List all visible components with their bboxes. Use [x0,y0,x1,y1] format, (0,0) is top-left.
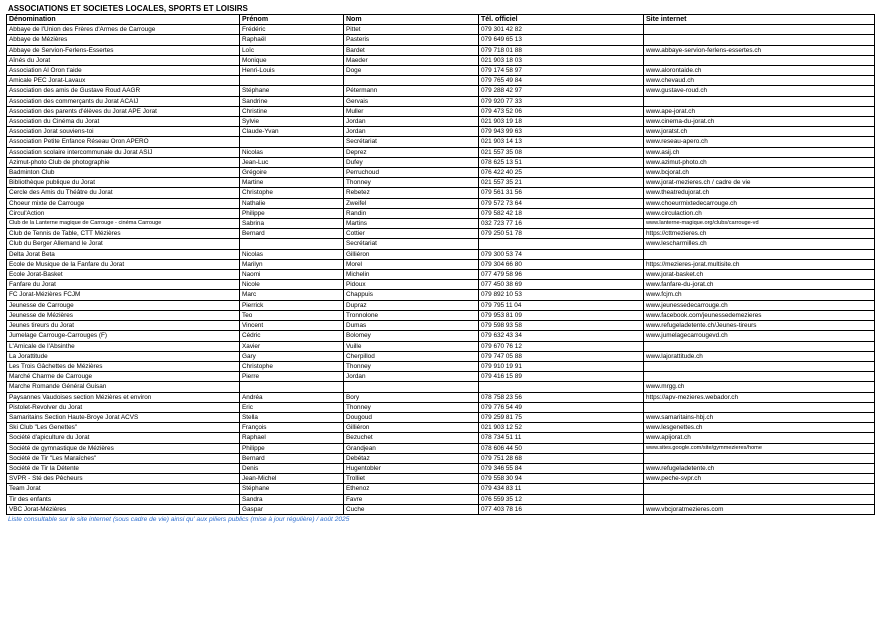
cell-denomination: Bibliothèque publique du Jorat [7,178,240,188]
cell-telephone: 077 479 58 96 [479,270,644,280]
cell-telephone: 021 903 18 03 [479,55,644,65]
associations-table [6,14,875,515]
cell-site-internet: www.samaritains-hbj.ch [644,412,875,422]
cell-site-internet: www.ape-jorat.ch [644,106,875,116]
cell-site-internet: www.asij.ch [644,147,875,157]
cell-telephone [479,239,644,249]
cell-telephone: 079 473 52 06 [479,106,644,116]
cell-site-internet: www.theatredujorat.ch [644,188,875,198]
table-row [7,259,875,269]
cell-telephone: 079 795 11 04 [479,300,644,310]
cell-prenom: Andréa [240,392,344,402]
cell-denomination: FC Jorat-Mézières FCJM [7,290,240,300]
table-row [7,453,875,463]
cell-denomination: Club de Tennis de Table, CTT Mézières [7,229,240,239]
cell-nom: Rebetez [344,188,479,198]
cell-denomination: Ecole Jorat-Basket [7,270,240,280]
cell-telephone: 076 422 40 25 [479,168,644,178]
cell-telephone: 078 625 13 51 [479,157,644,167]
cell-denomination: Cercle des Amis du Théâtre du Jorat [7,188,240,198]
cell-denomination: Amicale PEC Jorat-Lavaux [7,76,240,86]
cell-site-internet [644,494,875,504]
cell-nom: Secrétariat [344,239,479,249]
table-row [7,341,875,351]
cell-nom: Favre [344,494,479,504]
cell-nom: Pidoux [344,280,479,290]
cell-telephone: 021 557 35 08 [479,147,644,157]
cell-telephone: 021 903 14 13 [479,137,644,147]
table-row [7,321,875,331]
cell-site-internet: https://apv-mezieres.webador.ch [644,392,875,402]
cell-denomination: Association Jorat souviens-toi [7,127,240,137]
cell-site-internet [644,35,875,45]
cell-nom: Perruchoud [344,168,479,178]
cell-telephone: 079 259 81 75 [479,412,644,422]
cell-prenom: Bernard [240,229,344,239]
cell-site-internet [644,341,875,351]
table-row [7,372,875,382]
cell-prenom: Stella [240,412,344,422]
cell-nom: Maeder [344,55,479,65]
cell-site-internet: www.alorontaide.ch [644,66,875,76]
table-row [7,504,875,514]
cell-nom: Pittet [344,25,479,35]
table-row [7,157,875,167]
table-row [7,382,875,392]
cell-denomination: Association des parents d'élèves du Jorat APE Jorat [7,106,240,116]
cell-telephone: 032 723 77 16 [479,219,644,229]
table-header-row [7,15,875,25]
cell-denomination: Club de la Lanterne magique de Carrouge - cinéma Carrouge [7,219,240,229]
cell-telephone: 077 450 38 69 [479,280,644,290]
table-row [7,392,875,402]
cell-prenom: Jean-Michel [240,474,344,484]
cell-prenom: Stéphane [240,484,344,494]
cell-telephone: 079 561 31 56 [479,188,644,198]
cell-prenom: Raphael [240,433,344,443]
cell-prenom: Grégoire [240,168,344,178]
cell-nom: Bardet [344,45,479,55]
table-row [7,300,875,310]
cell-nom: Thonney [344,178,479,188]
cell-nom: Ethenoz [344,484,479,494]
cell-nom: Dougoud [344,412,479,422]
cell-site-internet: www.abbaye-servion-ferlens-essertes.ch [644,45,875,55]
cell-site-internet: www.peche-svpr.ch [644,474,875,484]
cell-telephone: 079 346 55 84 [479,463,644,473]
cell-prenom: Nicole [240,280,344,290]
cell-denomination: Paysannes Vaudoises section Mézières et environ [7,392,240,402]
cell-nom: Michelin [344,270,479,280]
cell-denomination: Association du Cinéma du Jorat [7,117,240,127]
cell-nom: Grandjean [344,443,479,453]
cell-site-internet [644,453,875,463]
cell-prenom: Philippe [240,208,344,218]
cell-site-internet: www.reseau-apero.ch [644,137,875,147]
cell-site-internet: www.lescharmilles.ch [644,239,875,249]
cell-denomination: Club du Berger Allemand le Jorat [7,239,240,249]
cell-nom: Chappuis [344,290,479,300]
cell-nom: Jordan [344,117,479,127]
cell-prenom: Martine [240,178,344,188]
cell-telephone: 079 632 43 34 [479,331,644,341]
table-row [7,412,875,422]
cell-nom: Morel [344,259,479,269]
table-row [7,137,875,147]
cell-telephone: 079 751 28 68 [479,453,644,463]
cell-site-internet: www.jorat-mezieres.ch / cadre de vie [644,178,875,188]
cell-prenom: Cédric [240,331,344,341]
cell-denomination: Abbaye de l'Union des Frères d'Armes de Carrouge [7,25,240,35]
cell-telephone: 021 903 12 52 [479,423,644,433]
table-row [7,198,875,208]
cell-nom: Secrétariat [344,137,479,147]
cell-site-internet: www.jumelagecarrougevd.ch [644,331,875,341]
footer-note: Liste consultable sur le site internet (sous cadre de vie) ainsi qu' aux piliers publics (mise à jour régulière) / août 2025 [8,515,350,523]
cell-telephone: 079 416 15 89 [479,372,644,382]
table-row [7,229,875,239]
table-row [7,127,875,137]
table-row [7,423,875,433]
cell-denomination: Ecole de Musique de la Fanfare du Jorat [7,259,240,269]
cell-denomination: SVPR - Sté des Pêcheurs [7,474,240,484]
cell-denomination: Team Jorat [7,484,240,494]
cell-denomination: Association Petite Enfance Réseau Oron APERO [7,137,240,147]
cell-nom: Dufey [344,157,479,167]
cell-telephone: 078 734 51 11 [479,433,644,443]
table-row [7,76,875,86]
cell-denomination: Marché Charme de Carrouge [7,372,240,382]
table-row [7,249,875,259]
cell-denomination: Badminton Club [7,168,240,178]
cell-nom: Dumas [344,321,479,331]
cell-nom: Gilliéron [344,249,479,259]
cell-prenom: Pierre [240,372,344,382]
cell-denomination: VBC Jorat-Mézières [7,504,240,514]
cell-prenom: Pierrick [240,300,344,310]
cell-prenom: Sandra [240,494,344,504]
cell-telephone: 079 718 01 88 [479,45,644,55]
cell-site-internet: www.cinema-du-jorat.ch [644,117,875,127]
cell-prenom: Nathalie [240,198,344,208]
cell-site-internet: www.jorat-basket.ch [644,270,875,280]
table-row [7,484,875,494]
cell-telephone: 078 606 44 50 [479,443,644,453]
cell-site-internet: www.gustave-roud.ch [644,86,875,96]
document-sheet [6,4,874,525]
cell-site-internet [644,402,875,412]
cell-prenom: Monique [240,55,344,65]
table-row [7,494,875,504]
cell-denomination: Association Al Oron t'aide [7,66,240,76]
table-row [7,117,875,127]
cell-nom: Thonney [344,402,479,412]
cell-nom: Dupraz [344,300,479,310]
cell-telephone: 079 434 83 11 [479,484,644,494]
cell-denomination: Association des amis de Gustave Roud AAGR [7,86,240,96]
cell-denomination: Pistolet-Revolver du Jorat [7,402,240,412]
cell-site-internet [644,96,875,106]
cell-denomination: Jumelage Carrouge-Carrouges (F) [7,331,240,341]
cell-nom: Zweifel [344,198,479,208]
table-row [7,433,875,443]
cell-nom: Gilliéron [344,423,479,433]
cell-denomination: Ski Club "Les Genettes" [7,423,240,433]
cell-site-internet: www.sites.google.com/site/gymmezieres/home [644,443,875,453]
cell-prenom: Xavier [240,341,344,351]
cell-telephone: 079 304 66 80 [479,259,644,269]
cell-denomination: Association scolaire intercommunale du Jorat ASIJ [7,147,240,157]
cell-telephone: 079 920 77 33 [479,96,644,106]
cell-prenom: Philippe [240,443,344,453]
cell-denomination: Société de Tir la Détente [7,463,240,473]
cell-prenom [240,382,344,392]
cell-prenom [240,76,344,86]
cell-site-internet: https://mezieres-jorat.multisite.ch [644,259,875,269]
cell-site-internet: https://cttmezieres.ch [644,229,875,239]
cell-denomination: Société de Tir "Les Maraîches" [7,453,240,463]
cell-denomination: La Jorattitude [7,351,240,361]
cell-nom: Cottier [344,229,479,239]
cell-site-internet: www.jeunessedecarrouge.ch [644,300,875,310]
cell-prenom: Sabrina [240,219,344,229]
cell-denomination: Circul'Action [7,208,240,218]
cell-prenom: Raphaël [240,35,344,45]
cell-denomination: Choeur mixte de Carrouge [7,198,240,208]
cell-prenom: Eric [240,402,344,412]
cell-site-internet: www.fanfare-du-jorat.ch [644,280,875,290]
cell-prenom: Sandrine [240,96,344,106]
cell-nom: Tronnolone [344,310,479,320]
cell-site-internet: www.lajorattitude.ch [644,351,875,361]
cell-prenom: Sylvie [240,117,344,127]
column-header-telephone: Tél. officiel [479,15,644,25]
cell-nom: Deprez [344,147,479,157]
table-row [7,188,875,198]
cell-denomination: Tir des enfants [7,494,240,504]
table-row [7,290,875,300]
cell-site-internet [644,55,875,65]
cell-nom: Jordan [344,127,479,137]
cell-prenom: Jean-Luc [240,157,344,167]
table-row [7,239,875,249]
table-row [7,106,875,116]
cell-site-internet: www.joratst.ch [644,127,875,137]
cell-nom [344,382,479,392]
table-row [7,310,875,320]
cell-prenom: Marilyn [240,259,344,269]
cell-nom: Debétaz [344,453,479,463]
cell-telephone: 079 572 73 64 [479,198,644,208]
cell-prenom: Vincent [240,321,344,331]
cell-telephone: 078 758 23 56 [479,392,644,402]
table-row [7,66,875,76]
cell-nom: Martins [344,219,479,229]
cell-telephone: 079 943 99 63 [479,127,644,137]
cell-nom: Bory [344,392,479,402]
cell-prenom: Loïc [240,45,344,55]
cell-denomination: Aînés du Jorat [7,55,240,65]
cell-telephone: 079 649 65 13 [479,35,644,45]
cell-telephone: 079 670 76 12 [479,341,644,351]
cell-nom: Gervais [344,96,479,106]
cell-telephone: 077 403 78 16 [479,504,644,514]
cell-prenom: Christophe [240,361,344,371]
cell-telephone [479,382,644,392]
cell-prenom: Teo [240,310,344,320]
table-row [7,208,875,218]
cell-denomination: Fanfare du Jorat [7,280,240,290]
column-header-nom: Nom [344,15,479,25]
cell-site-internet: www.circulaction.ch [644,208,875,218]
cell-denomination: Société de gymnastique de Mézières [7,443,240,453]
cell-denomination: Jeunesse de Carrouge [7,300,240,310]
cell-telephone: 079 598 93 58 [479,321,644,331]
cell-prenom: Stéphane [240,86,344,96]
cell-nom: Muller [344,106,479,116]
cell-prenom: Christine [240,106,344,116]
table-row [7,402,875,412]
cell-telephone: 079 953 81 09 [479,310,644,320]
cell-prenom: Nicolas [240,249,344,259]
cell-prenom: Gary [240,351,344,361]
cell-nom: Cherpillod [344,351,479,361]
cell-denomination: Samaritains Section Haute-Broye Jorat ACVS [7,412,240,422]
cell-telephone: 079 582 42 18 [479,208,644,218]
table-row [7,331,875,341]
cell-site-internet [644,372,875,382]
cell-telephone: 079 288 42 97 [479,86,644,96]
cell-telephone: 076 559 35 12 [479,494,644,504]
cell-nom: Thonney [344,361,479,371]
cell-site-internet: www.refugeladetente.ch/Jeunes-tireurs [644,321,875,331]
cell-nom: Bezuchet [344,433,479,443]
table-row [7,147,875,157]
cell-denomination: Azimut-photo Club de photographie [7,157,240,167]
cell-site-internet: www.azimut-photo.ch [644,157,875,167]
cell-site-internet: www.fcjm.ch [644,290,875,300]
cell-prenom: Claude-Yvan [240,127,344,137]
cell-telephone: 079 301 42 82 [479,25,644,35]
cell-prenom: Marc [240,290,344,300]
cell-site-internet: www.lanterne-magique.org/clubs/carrouge-vd [644,219,875,229]
cell-denomination: Société d'apiculture du Jorat [7,433,240,443]
cell-nom: Trolliet [344,474,479,484]
cell-prenom: Denis [240,463,344,473]
cell-telephone: 079 776 54 49 [479,402,644,412]
cell-prenom [240,137,344,147]
cell-prenom: Naomi [240,270,344,280]
table-body [7,25,875,515]
cell-denomination: Association des commerçants du Jorat ACAIJ [7,96,240,106]
cell-site-internet [644,361,875,371]
cell-prenom: François [240,423,344,433]
cell-nom: Vuille [344,341,479,351]
table-row [7,178,875,188]
table-row [7,96,875,106]
cell-nom: Cuche [344,504,479,514]
cell-nom: Pétermann [344,86,479,96]
cell-prenom: Henri-Louis [240,66,344,76]
cell-site-internet [644,249,875,259]
table-row [7,25,875,35]
cell-site-internet: www.choeurmixtedecarrouge.ch [644,198,875,208]
cell-site-internet: www.vbcjoratmezieres.com [644,504,875,514]
cell-site-internet: www.chevaud.ch [644,76,875,86]
column-header-site-internet: Site internet [644,15,875,25]
table-row [7,35,875,45]
cell-nom: Randin [344,208,479,218]
cell-denomination: Marche Romande Général Guisan [7,382,240,392]
column-header-denomination: Dénomination [7,15,240,25]
cell-denomination: Delta Jorat Beta [7,249,240,259]
table-row [7,351,875,361]
table-row [7,219,875,229]
cell-site-internet: www.mrgg.ch [644,382,875,392]
cell-denomination: Abbaye de Mézières [7,35,240,45]
cell-telephone: 079 250 51 78 [479,229,644,239]
cell-telephone: 079 910 19 91 [479,361,644,371]
cell-site-internet: www.bcjorat.ch [644,168,875,178]
cell-nom [344,76,479,86]
table-row [7,45,875,55]
cell-denomination: L'Amicale de l'Absinthe [7,341,240,351]
table-row [7,463,875,473]
cell-denomination: Jeunes tireurs du Jorat [7,321,240,331]
cell-nom: Hugentobler [344,463,479,473]
page-title: ASSOCIATIONS ET SOCIETES LOCALES, SPORTS ET LOISIRS [8,4,248,13]
cell-prenom: Bernard [240,453,344,463]
table-row [7,270,875,280]
column-header-prenom: Prénom [240,15,344,25]
cell-telephone: 079 174 58 97 [479,66,644,76]
cell-nom: Jordan [344,372,479,382]
cell-site-internet [644,484,875,494]
table-row [7,361,875,371]
cell-nom: Doge [344,66,479,76]
table-row [7,168,875,178]
cell-telephone: 079 558 30 94 [479,474,644,484]
cell-nom: Pasteris [344,35,479,45]
cell-prenom: Gaspar [240,504,344,514]
cell-site-internet: www.apijorat.ch [644,433,875,443]
table-row [7,86,875,96]
cell-telephone: 079 892 10 53 [479,290,644,300]
cell-telephone: 021 557 35 21 [479,178,644,188]
cell-prenom [240,239,344,249]
cell-site-internet: www.lesgenettes.ch [644,423,875,433]
cell-nom: Bolomey [344,331,479,341]
table-row [7,474,875,484]
table-row [7,55,875,65]
cell-denomination: Les Trois Gâchettes de Mézières [7,361,240,371]
cell-site-internet: www.refugeladetente.ch [644,463,875,473]
cell-telephone: 079 747 05 88 [479,351,644,361]
table-row [7,443,875,453]
cell-denomination: Jeunesse de Mézières [7,310,240,320]
cell-prenom: Nicolas [240,147,344,157]
cell-site-internet: www.facebook.com/jeunessedemezieres [644,310,875,320]
cell-telephone: 079 300 53 74 [479,249,644,259]
cell-prenom: Christophe [240,188,344,198]
cell-prenom: Frédéric [240,25,344,35]
table-row [7,280,875,290]
cell-denomination: Abbaye de Servion-Ferlens-Essertes [7,45,240,55]
cell-telephone: 021 903 19 18 [479,117,644,127]
cell-site-internet [644,25,875,35]
cell-telephone: 079 765 49 84 [479,76,644,86]
